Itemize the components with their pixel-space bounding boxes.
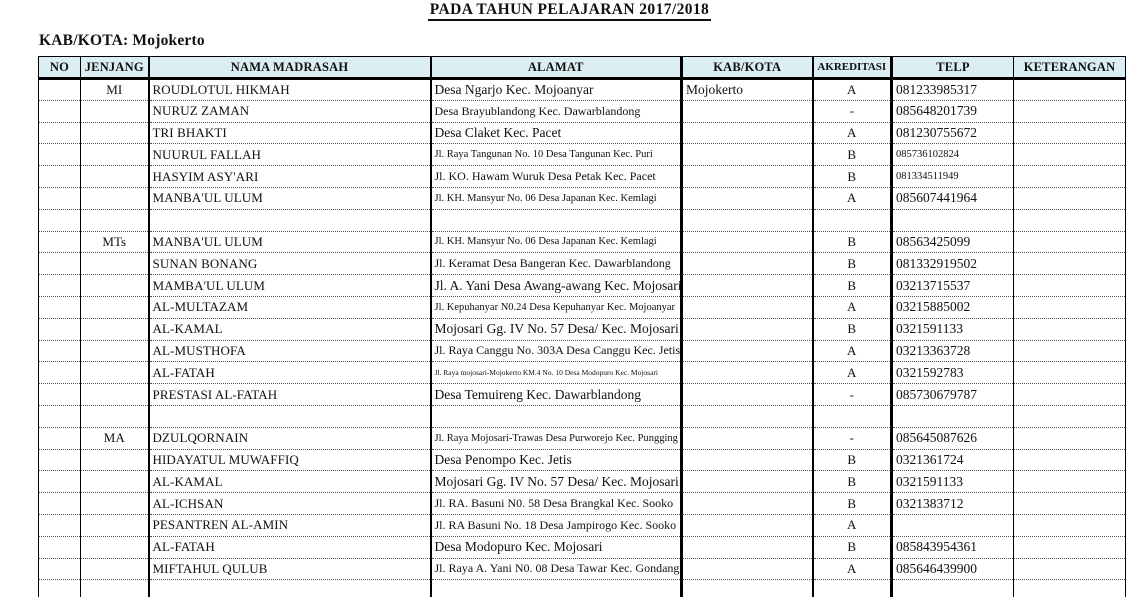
cell-jenjang	[81, 253, 149, 275]
cell-nama-madrasah: AL-MUSTHOFA	[149, 340, 431, 362]
cell-no	[39, 100, 81, 122]
cell-kab-kota	[682, 209, 813, 231]
cell-jenjang	[81, 100, 149, 122]
cell-akreditasi: B	[813, 493, 892, 515]
cell-keterangan	[1014, 558, 1126, 580]
cell-keterangan	[1014, 166, 1126, 188]
cell-nama-madrasah: DZULQORNAIN	[149, 427, 431, 449]
cell-no	[39, 384, 81, 406]
cell-nama-madrasah: HASYIM ASY'ARI	[149, 166, 431, 188]
header-keterangan: KETERANGAN	[1014, 57, 1126, 79]
cell-no	[39, 558, 81, 580]
cell-nama-madrasah: MIFTAHUL QULUB	[149, 558, 431, 580]
cell-no	[39, 79, 81, 101]
cell-nama-madrasah: MANBA'UL ULUM	[149, 187, 431, 209]
cell-alamat: Mojosari Gg. IV No. 57 Desa/ Kec. Mojosari	[431, 471, 682, 493]
cell-keterangan	[1014, 405, 1126, 427]
cell-nama-madrasah: PESANTREN AL-AMIN	[149, 514, 431, 536]
table-row	[39, 100, 1126, 122]
region-label: KAB/KOTA: Mojokerto	[39, 32, 205, 49]
cell-keterangan	[1014, 384, 1126, 406]
table-row	[39, 471, 1126, 493]
cell-nama-madrasah: MAMBA'UL ULUM	[149, 275, 431, 297]
cell-keterangan	[1014, 427, 1126, 449]
cell-alamat: Desa Penompo Kec. Jetis	[431, 449, 682, 471]
cell-alamat: Jl. Raya A. Yani N0. 08 Desa Tawar Kec. Gondang	[431, 558, 682, 580]
cell-no	[39, 253, 81, 275]
title-row	[0, 0, 1139, 21]
cell-kab-kota	[682, 405, 813, 427]
cell-telp: 085843954361	[892, 536, 1014, 558]
cell-nama-madrasah: AL-KAMAL	[149, 318, 431, 340]
cell-kab-kota	[682, 122, 813, 144]
cell-jenjang	[81, 275, 149, 297]
cell-jenjang	[81, 296, 149, 318]
cell-kab-kota	[682, 449, 813, 471]
cell-jenjang: MA	[81, 427, 149, 449]
cell-nama-madrasah: AL-FATAH	[149, 536, 431, 558]
cell-kab-kota	[682, 275, 813, 297]
table-header	[39, 57, 1126, 79]
table-row	[39, 536, 1126, 558]
cell-jenjang	[81, 144, 149, 166]
cell-telp	[892, 514, 1014, 536]
header-jenjang: JENJANG	[81, 57, 149, 79]
header-alamat: ALAMAT	[431, 57, 682, 79]
cell-nama-madrasah: AL-KAMAL	[149, 471, 431, 493]
cell-nama-madrasah: NUURUL FALLAH	[149, 144, 431, 166]
cell-no	[39, 144, 81, 166]
cell-nama-madrasah: HIDAYATUL MUWAFFIQ	[149, 449, 431, 471]
table-row	[39, 166, 1126, 188]
cell-kab-kota	[682, 166, 813, 188]
cell-akreditasi: B	[813, 144, 892, 166]
cell-akreditasi: A	[813, 340, 892, 362]
cell-akreditasi: A	[813, 122, 892, 144]
cell-telp: 085646439900	[892, 558, 1014, 580]
cell-no	[39, 493, 81, 515]
cell-akreditasi: -	[813, 100, 892, 122]
cell-kab-kota	[682, 384, 813, 406]
spacer-row	[39, 209, 1126, 231]
cell-keterangan	[1014, 318, 1126, 340]
cell-alamat: Jl. KH. Mansyur No. 06 Desa Japanan Kec. Kemlagi	[431, 187, 682, 209]
table-row	[39, 449, 1126, 471]
cell-jenjang	[81, 384, 149, 406]
spacer-row	[39, 405, 1126, 427]
table-row	[39, 187, 1126, 209]
cell-alamat: Jl. Raya Canggu No. 303A Desa Canggu Kec. Jetis	[431, 340, 682, 362]
cell-nama-madrasah: AL-FATAH	[149, 362, 431, 384]
cell-kab-kota	[682, 362, 813, 384]
cell-no	[39, 405, 81, 427]
cell-jenjang	[81, 187, 149, 209]
cell-kab-kota	[682, 100, 813, 122]
cell-nama-madrasah: AL-MULTAZAM	[149, 296, 431, 318]
cell-nama-madrasah: AL-ICHSAN	[149, 493, 431, 515]
cell-keterangan	[1014, 362, 1126, 384]
cell-jenjang	[81, 362, 149, 384]
cell-jenjang	[81, 122, 149, 144]
cell-telp	[892, 209, 1014, 231]
cell-alamat: Jl. RA Basuni No. 18 Desa Jampirogo Kec. Sooko	[431, 514, 682, 536]
table-row	[39, 253, 1126, 275]
cell-telp: 085607441964	[892, 187, 1014, 209]
cell-keterangan	[1014, 471, 1126, 493]
cell-akreditasi: B	[813, 166, 892, 188]
cell-keterangan	[1014, 100, 1126, 122]
cell-jenjang	[81, 471, 149, 493]
cell-kab-kota	[682, 536, 813, 558]
cell-nama-madrasah: TRI BHAKTI	[149, 122, 431, 144]
cell-akreditasi	[813, 580, 892, 597]
cell-no	[39, 231, 81, 253]
cell-no	[39, 340, 81, 362]
cell-kab-kota	[682, 144, 813, 166]
cell-alamat: Desa Ngarjo Kec. Mojoanyar	[431, 79, 682, 101]
cell-alamat: Jl. RA. Basuni N0. 58 Desa Brangkal Kec. Sooko	[431, 493, 682, 515]
cell-akreditasi: A	[813, 514, 892, 536]
cell-akreditasi: A	[813, 362, 892, 384]
cell-alamat: Desa Claket Kec. Pacet	[431, 122, 682, 144]
cell-keterangan	[1014, 580, 1126, 597]
cell-jenjang	[81, 318, 149, 340]
header-row	[39, 57, 1126, 79]
cell-alamat: Desa Modopuro Kec. Mojosari	[431, 536, 682, 558]
cell-telp: 03215885002	[892, 296, 1014, 318]
cell-no	[39, 275, 81, 297]
cell-akreditasi: B	[813, 318, 892, 340]
cell-jenjang	[81, 209, 149, 231]
table-row	[39, 340, 1126, 362]
table-row	[39, 296, 1126, 318]
cell-alamat	[431, 209, 682, 231]
cell-no	[39, 166, 81, 188]
cell-keterangan	[1014, 275, 1126, 297]
cell-alamat: Jl. Raya Tangunan No. 10 Desa Tangunan Kec. Puri	[431, 144, 682, 166]
header-nama-madrasah: NAMA MADRASAH	[149, 57, 431, 79]
cell-alamat: Jl. KO. Hawam Wuruk Desa Petak Kec. Pacet	[431, 166, 682, 188]
cell-akreditasi	[813, 405, 892, 427]
cell-telp: 081233985317	[892, 79, 1014, 101]
cell-alamat: Desa Temuireng Kec. Dawarblandong	[431, 384, 682, 406]
header-telp: TELP	[892, 57, 1014, 79]
cell-akreditasi: A	[813, 187, 892, 209]
cell-kab-kota	[682, 340, 813, 362]
cell-telp: 08563425099	[892, 231, 1014, 253]
cell-telp: 081230755672	[892, 122, 1014, 144]
cell-no	[39, 514, 81, 536]
cell-keterangan	[1014, 340, 1126, 362]
cell-nama-madrasah	[149, 580, 431, 597]
cell-nama-madrasah: NURUZ ZAMAN	[149, 100, 431, 122]
cell-no	[39, 427, 81, 449]
page-title: PADA TAHUN PELAJARAN 2017/2018	[428, 0, 711, 21]
cell-akreditasi: B	[813, 449, 892, 471]
cell-no	[39, 471, 81, 493]
cell-kab-kota	[682, 187, 813, 209]
cell-jenjang	[81, 536, 149, 558]
cell-telp: 0321592783	[892, 362, 1014, 384]
table-row	[39, 362, 1126, 384]
cell-kab-kota	[682, 427, 813, 449]
cell-telp: 085736102824	[892, 144, 1014, 166]
table-row	[39, 231, 1126, 253]
cell-kab-kota	[682, 580, 813, 597]
cell-kab-kota	[682, 471, 813, 493]
cell-telp: 0321591133	[892, 318, 1014, 340]
cell-akreditasi: B	[813, 536, 892, 558]
cell-akreditasi: B	[813, 471, 892, 493]
cell-jenjang: MTs	[81, 231, 149, 253]
cell-keterangan	[1014, 231, 1126, 253]
cell-kab-kota	[682, 558, 813, 580]
cell-nama-madrasah: MANBA'UL ULUM	[149, 231, 431, 253]
cell-no	[39, 209, 81, 231]
cell-no	[39, 122, 81, 144]
cell-alamat: Jl. Keramat Desa Bangeran Kec. Dawarblandong	[431, 253, 682, 275]
cell-no	[39, 318, 81, 340]
cell-alamat	[431, 405, 682, 427]
cell-telp	[892, 580, 1014, 597]
header-no: NO	[39, 57, 81, 79]
cell-keterangan	[1014, 493, 1126, 515]
cell-akreditasi: A	[813, 79, 892, 101]
cell-akreditasi: -	[813, 427, 892, 449]
cell-alamat: Jl. Kepuhanyar N0.24 Desa Kepuhanyar Kec. Mojoanyar	[431, 296, 682, 318]
cell-keterangan	[1014, 449, 1126, 471]
table-row	[39, 144, 1126, 166]
cell-akreditasi: -	[813, 384, 892, 406]
cell-akreditasi: B	[813, 275, 892, 297]
madrasah-table	[38, 56, 1126, 597]
cell-kab-kota	[682, 493, 813, 515]
cell-telp: 085648201739	[892, 100, 1014, 122]
cell-telp: 03213363728	[892, 340, 1014, 362]
cell-telp: 0321383712	[892, 493, 1014, 515]
cell-telp: 0321591133	[892, 471, 1014, 493]
spacer-row	[39, 580, 1126, 597]
cell-telp: 085730679787	[892, 384, 1014, 406]
table-row	[39, 275, 1126, 297]
cell-no	[39, 187, 81, 209]
cell-alamat: Desa Brayublandong Kec. Dawarblandong	[431, 100, 682, 122]
table-row	[39, 427, 1126, 449]
header-akreditasi: AKREDITASI	[813, 57, 892, 79]
cell-jenjang	[81, 405, 149, 427]
table-row	[39, 558, 1126, 580]
cell-jenjang	[81, 558, 149, 580]
table-row	[39, 318, 1126, 340]
header-kab-kota: KAB/KOTA	[682, 57, 813, 79]
cell-telp: 03213715537	[892, 275, 1014, 297]
cell-nama-madrasah: ROUDLOTUL HIKMAH	[149, 79, 431, 101]
table-row	[39, 79, 1126, 101]
cell-keterangan	[1014, 122, 1126, 144]
cell-nama-madrasah	[149, 209, 431, 231]
cell-jenjang	[81, 493, 149, 515]
cell-no	[39, 580, 81, 597]
cell-kab-kota	[682, 253, 813, 275]
cell-jenjang	[81, 514, 149, 536]
cell-akreditasi: B	[813, 231, 892, 253]
cell-jenjang	[81, 449, 149, 471]
table-row	[39, 514, 1126, 536]
cell-telp	[892, 405, 1014, 427]
cell-keterangan	[1014, 144, 1126, 166]
cell-no	[39, 449, 81, 471]
madrasah-table-body	[39, 79, 1126, 597]
cell-alamat: Jl. Raya mojosari-Mojokerto KM.4 No. 10 Desa Modopuro Kec. Mojosari	[431, 362, 682, 384]
cell-telp: 0321361724	[892, 449, 1014, 471]
cell-keterangan	[1014, 187, 1126, 209]
cell-kab-kota: Mojokerto	[682, 79, 813, 101]
cell-jenjang: MI	[81, 79, 149, 101]
cell-telp: 085645087626	[892, 427, 1014, 449]
cell-kab-kota	[682, 318, 813, 340]
cell-no	[39, 536, 81, 558]
cell-telp: 081334511949	[892, 166, 1014, 188]
cell-keterangan	[1014, 209, 1126, 231]
cell-keterangan	[1014, 79, 1126, 101]
cell-jenjang	[81, 166, 149, 188]
cell-keterangan	[1014, 296, 1126, 318]
cell-nama-madrasah: PRESTASI AL-FATAH	[149, 384, 431, 406]
cell-keterangan	[1014, 536, 1126, 558]
cell-akreditasi	[813, 209, 892, 231]
cell-akreditasi: B	[813, 253, 892, 275]
cell-no	[39, 296, 81, 318]
cell-keterangan	[1014, 253, 1126, 275]
cell-jenjang	[81, 580, 149, 597]
cell-alamat: Mojosari Gg. IV No. 57 Desa/ Kec. Mojosari	[431, 318, 682, 340]
cell-alamat: Jl. A. Yani Desa Awang-awang Kec. Mojosari	[431, 275, 682, 297]
cell-alamat: Jl. KH. Mansyur No. 06 Desa Japanan Kec. Kemlagi	[431, 231, 682, 253]
cell-alamat: Jl. Raya Mojosari-Trawas Desa Purworejo Kec. Pungging	[431, 427, 682, 449]
cell-alamat	[431, 580, 682, 597]
cell-kab-kota	[682, 296, 813, 318]
cell-telp: 081332919502	[892, 253, 1014, 275]
cell-nama-madrasah: SUNAN BONANG	[149, 253, 431, 275]
table-row	[39, 122, 1126, 144]
cell-nama-madrasah	[149, 405, 431, 427]
cell-akreditasi: A	[813, 558, 892, 580]
table-row	[39, 493, 1126, 515]
cell-jenjang	[81, 340, 149, 362]
cell-keterangan	[1014, 514, 1126, 536]
cell-akreditasi: A	[813, 296, 892, 318]
cell-kab-kota	[682, 514, 813, 536]
table-row	[39, 384, 1126, 406]
cell-kab-kota	[682, 231, 813, 253]
cell-no	[39, 362, 81, 384]
